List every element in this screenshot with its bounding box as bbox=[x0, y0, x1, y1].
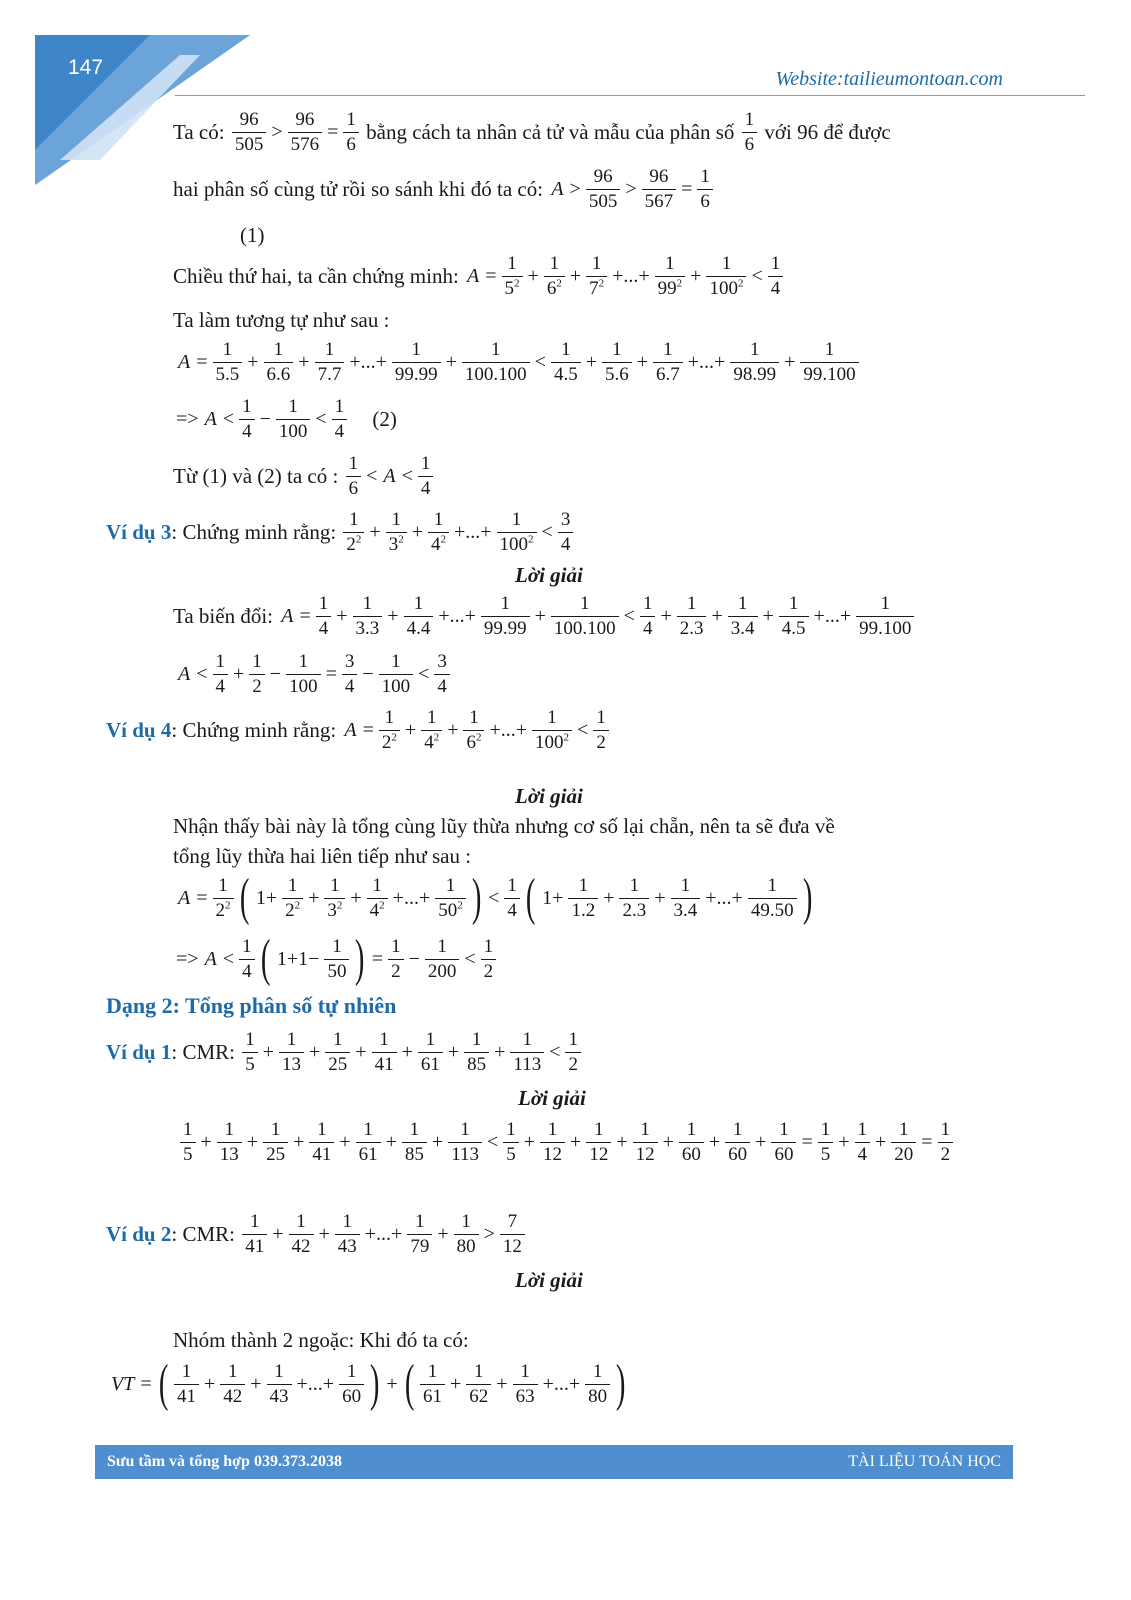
equation-7: VT = ( $\frac{1}{41}$ + $\frac{1}{42}$ + $\frac{1}{43}$ +...+ $\frac{1}{60}$ ) + ( $\frac{1}{61}$ + $\frac{1}{62}$ + $\frac{1}{63}$ +...+ $\frac{1}{80}$ ) bbox=[111, 1355, 626, 1412]
footer-right: TÀI LIỆU TOÁN HỌC bbox=[848, 1453, 1001, 1470]
website-header: Website:tailieumontoan.com bbox=[775, 68, 1003, 90]
equation-4: A = $\frac{1}{2^2}$ ( 1+ $\frac{1}{2^2}$ + $\frac{1}{3^2}$ + $\frac{1}{4^2}$ +...+ $\frac{1}{50^2}$ ) < $\frac{1}{4}$ ( 1+ $\frac{1}{1.2}$ + $\frac{1}{2.3}$ + $\frac{1}{3.4}$ +...+ $\frac{1}{49.50}$ ) bbox=[178, 869, 813, 926]
example-3: Ví dụ 3: Chứng minh rằng: $\frac{1}{2^2}$ + $\frac{1}{3^2}$ + $\frac{1}{4^2}$ +...+ $\frac{1}{100^2}$ < $\frac{3}{4}$ bbox=[106, 508, 575, 557]
solution-title: Lời giải bbox=[518, 1086, 586, 1110]
example-3-text: : Chứng minh rằng: bbox=[171, 519, 337, 544]
paragraph-8: Từ (1) và (2) ta có : $\frac{1}{6}$ < A < $\frac{1}{4}$ bbox=[173, 452, 435, 501]
example-1-text: : CMR: bbox=[171, 1039, 235, 1064]
paragraph-4-text: Chiều thứ hai, ta cần chứng minh: bbox=[173, 263, 459, 288]
equation-3: A < $\frac{1}{4}$ + $\frac{1}{2}$ − $\frac{1}{100}$ = $\frac{3}{4}$ − $\frac{1}{100}$ < $\frac{3}{4}$ bbox=[175, 650, 452, 699]
example-2-label: Ví dụ 2 bbox=[106, 1221, 172, 1246]
paragraph-1-prefix: Ta có: bbox=[173, 119, 225, 144]
paragraph-9-text: Ta biến đổi: bbox=[173, 603, 274, 628]
equation-2-tag: (2) bbox=[372, 406, 397, 431]
example-2-text: : CMR: bbox=[171, 1221, 235, 1246]
equation-6: $\frac{1}{5}$ + $\frac{1}{13}$ + $\frac{1}{25}$ + $\frac{1}{41}$ + $\frac{1}{61}$ + $\frac{1}{85}$ + $\frac{1}{113}$ < $\frac{1}{5}$ + $\frac{1}{12}$ + $\frac{1}{12}$ + $\frac{1}{12}$ + $\frac{1}{60}$ + $\frac{1}{60}$ + $\frac{1}{60}$ = $\frac{1}{5}$ + $\frac{1}{4}$ + $\frac{1}{20}$ = $\frac{1}{2}$ bbox=[178, 1118, 955, 1167]
equation-2: => A < $\frac{1}{4}$ − $\frac{1}{100}$ < $\frac{1}{4}$ (2) bbox=[176, 396, 397, 442]
example-4: Ví dụ 4: Chứng minh rằng: A = $\frac{1}{2^2}$ + $\frac{1}{4^2}$ + $\frac{1}{6^2}$ +...+ $\frac{1}{100^2}$ < $\frac{1}{2}$ bbox=[106, 706, 611, 755]
paragraph-8-text: Từ (1) và (2) ta có : bbox=[173, 463, 339, 488]
paragraph-1-text: bằng cách ta nhân cả tử và mẫu của phân số bbox=[366, 119, 735, 144]
section-heading: Dạng 2: Tổng phân số tự nhiên bbox=[106, 993, 397, 1018]
paragraph-2: hai phân số cùng tử rồi so sánh khi đó ta có: A > $\frac{96}{505}$ > $\frac{96}{567}$ = $\frac{1}{6}$ bbox=[173, 165, 715, 214]
example-4-text: : Chứng minh rằng: bbox=[171, 717, 337, 742]
paragraph-5: Ta làm tương tự như sau : bbox=[173, 308, 390, 332]
paragraph-10: Nhận thấy bài này là tổng cùng lũy thừa nhưng cơ số lại chẵn, nên ta sẽ đưa về bbox=[173, 814, 835, 838]
solution-title: Lời giải bbox=[515, 563, 583, 587]
page-number: 147 bbox=[68, 56, 104, 79]
math-fraction: $\frac{96}{505}$ bbox=[232, 108, 267, 157]
paragraph-3: (1) bbox=[240, 223, 265, 247]
paragraph-1-suffix: với 96 để được bbox=[764, 119, 891, 144]
paragraph-4: Chiều thứ hai, ta cần chứng minh: A = $\frac{1}{5^2}$ + $\frac{1}{6^2}$ + $\frac{1}{7^2}$ +...+ $\frac{1}{99^2}$ + $\frac{1}{100^2}$ < $\frac{1}{4}$ bbox=[173, 252, 785, 301]
example-4-label: Ví dụ 4 bbox=[106, 717, 172, 742]
equation-1: A = $\frac{1}{5.5}$ + $\frac{1}{6.6}$ + $\frac{1}{7.7}$ +...+ $\frac{1}{99.99}$ + $\frac{1}{100.100}$ < $\frac{1}{4.5}$ + $\frac{1}{5.6}$ + $\frac{1}{6.7}$ +...+ $\frac{1}{98.99}$ + $\frac{1}{99.100}$ bbox=[175, 338, 861, 387]
solution-title: Lời giải bbox=[515, 1268, 583, 1292]
paragraph-2-text: hai phân số cùng tử rồi so sánh khi đó ta có: bbox=[173, 176, 544, 201]
header-rule bbox=[175, 95, 1085, 96]
example-2: Ví dụ 2: CMR: $\frac{1}{41}$ + $\frac{1}{42}$ + $\frac{1}{43}$ +...+ $\frac{1}{79}$ + $\frac{1}{80}$ > $\frac{7}{12}$ bbox=[106, 1210, 527, 1259]
paragraph-9: Ta biến đổi: A = $\frac{1}{4}$ + $\frac{1}{3.3}$ + $\frac{1}{4.4}$ +...+ $\frac{1}{99.99}$ + $\frac{1}{100.100}$ < $\frac{1}{4}$ + $\frac{1}{2.3}$ + $\frac{1}{3.4}$ + $\frac{1}{4.5}$ +...+ $\frac{1}{99.100}$ bbox=[173, 592, 916, 641]
footer-left: Sưu tầm và tổng hợp 039.373.2038 bbox=[107, 1453, 342, 1470]
example-1: Ví dụ 1: CMR: $\frac{1}{5}$ + $\frac{1}{13}$ + $\frac{1}{25}$ + $\frac{1}{41}$ + $\frac{1}{61}$ + $\frac{1}{85}$ + $\frac{1}{113}$ < $\frac{1}{2}$ bbox=[106, 1028, 583, 1077]
paragraph-12: Nhóm thành 2 ngoặc: Khi đó ta có: bbox=[173, 1328, 469, 1352]
paragraph-11: tổng lũy thừa hai liên tiếp như sau : bbox=[173, 844, 472, 868]
solution-title: Lời giải bbox=[515, 784, 583, 808]
paragraph-1: Ta có: $\frac{96}{505}$ > $\frac{96}{576}$ = $\frac{1}{6}$ bằng cách ta nhân cả tử và mẫu của phân số $\frac{1}{6}$ với 96 để được bbox=[173, 109, 891, 155]
example-1-label: Ví dụ 1 bbox=[106, 1039, 172, 1064]
footer-bar bbox=[95, 1445, 1013, 1479]
equation-5: => A < $\frac{1}{4}$ ( 1+1− $\frac{1}{50}$ ) = $\frac{1}{2}$ − $\frac{1}{200}$ < $\frac{1}{2}$ bbox=[173, 933, 498, 985]
example-3-label: Ví dụ 3 bbox=[106, 519, 172, 544]
